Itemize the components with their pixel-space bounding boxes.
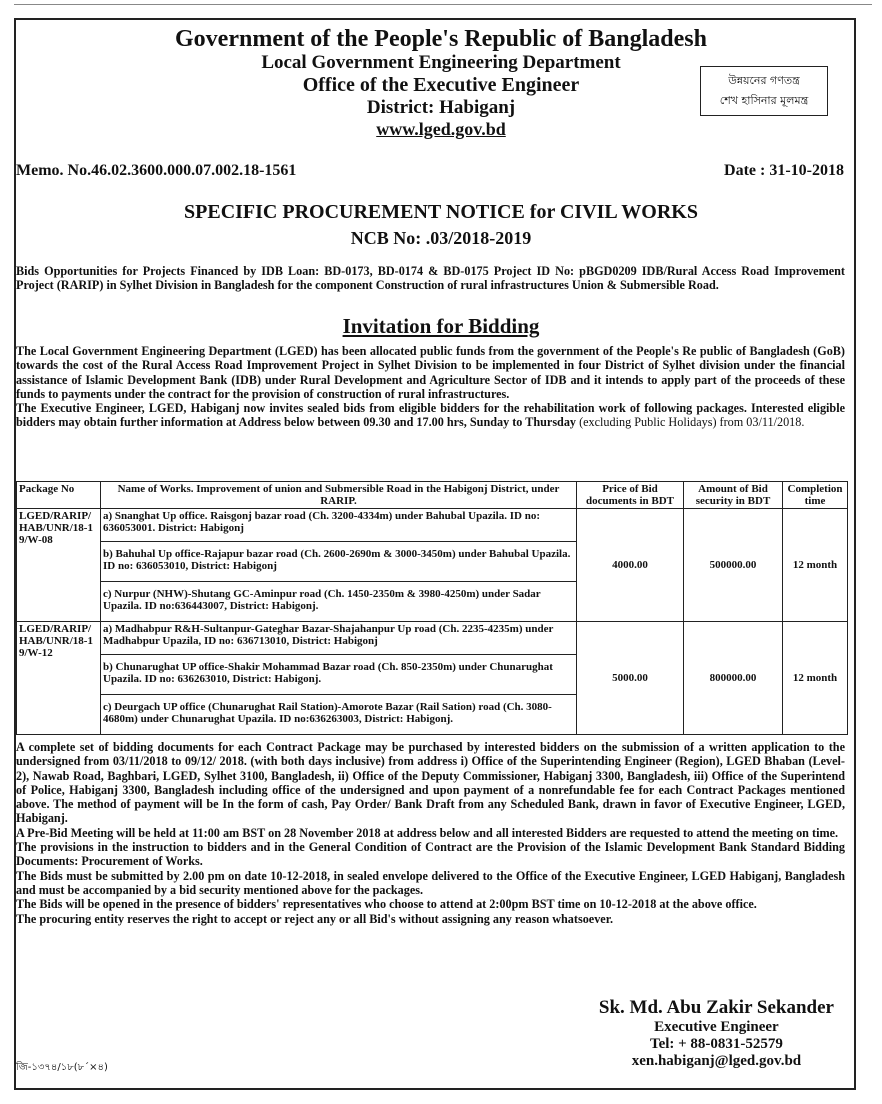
signatory-name: Sk. Md. Abu Zakir Sekander [598, 997, 834, 1018]
paragraph-bidding-documents: A complete set of bidding documents for each Contract Package may be purchased by interested bidders on the submission of a written application to the undersigned from 03/11/2018 to 09/12/ 2018. (with both days inclusive) from address i) Office of the Superintending Engineer (Region), LGED Bhaban (Level-2), Nawab Road, Baghbari, LGED, Sylhet 3100, Bangladesh, ii) Office of the Deputy Commissioner, Habiganj 3300, Bangladesh, iii) Office of the Superintend of Police, Habiganj 3300, Bangladesh including office of the undersigned and upon payment of a nonrefundable fee for each Contract Packages mentioned above. The method of payment will be In the form of cash, Pay Order/ Bank Draft from any Scheduled Bank, drawn in favor of Executive Engineer, LGED, Habiganj. [16, 740, 845, 826]
header-package-no: Package No [17, 482, 101, 509]
table-row [17, 622, 848, 655]
table-header-row [17, 482, 848, 509]
work-cell: a) Snanghat Up office. Raisgonj bazar road (Ch. 3200-4334m) under Bahubal Upazila. ID no: 636053001. District: Habigonj [101, 509, 577, 542]
work-cell: b) Chunarughat UP office-Shakir Mohammad Bazar road (Ch. 850-2350m) under Chunarughat Upazila. ID no: 636263010, District: Habigonj. [101, 655, 577, 695]
slogan-line-2: শেখ হাসিনার মূলমন্ত্র [719, 94, 809, 107]
ifb-heading: Invitation for Bidding [342, 314, 540, 338]
header-government: Government of the People's Republic of Bangladesh [175, 26, 707, 52]
header-price: Price of Bid documents in BDT [577, 482, 684, 509]
ifb-paragraph-2 [16, 401, 845, 430]
completion-cell: 12 month [783, 509, 848, 622]
top-cropped-strip [14, 0, 872, 5]
signature-block [599, 997, 834, 1070]
package-no-cell: LGED/RARIP/HAB/UNR/18-19/W-12 [17, 622, 101, 735]
reference-number: জি-১৩৭৪/১৮(৮´×৪) [16, 1062, 108, 1073]
paragraph-pre-bid-meeting: A Pre-Bid Meeting will be held at 11:00 am BST on 28 November 2018 at address below and all interested Bidders are requested to attend the meeting on time. [16, 825, 839, 840]
notice-title: SPECIFIC PROCUREMENT NOTICE for CIVIL WORKS [184, 201, 698, 223]
header-district: District: Habiganj [366, 97, 516, 118]
slogan-box [700, 66, 828, 116]
paragraph-submission: The Bids must be submitted by 2.00 pm on date 10-12-2018, in sealed envelope delivered to the Office of the Executive Engineer, LGED Habiganj, Bangladesh and must be accompanied by a bid security mentioned above for the packages. [16, 868, 845, 897]
ifb-paragraph-1: The Local Government Engineering Department (LGED) has been allocated public funds from the government of the People's Re public of Bangladesh (GoB) towards the cost of the Rural Access Road Improvement Project in Sylhet Division to be implemented in four District of Sylhet division under the financial assistance of Islamic Development Bank (IDB) under Rural Development and Agriculture Sector of IDB and it intends to apply part of the proceeds of these funds to payments under the contract for the provision of construction of rural infrastructures. [16, 344, 845, 401]
ncb-number: NCB No: .03/2018-2019 [350, 228, 532, 248]
header-website-link[interactable]: www.lged.gov.bd [376, 119, 506, 139]
price-cell: 5000.00 [577, 622, 684, 735]
header-name-of-works: Name of Works. Improvement of union and Submersible Road in the Habigonj District, under RARIP. [101, 482, 577, 509]
ifb-paragraph-2-bold: The Executive Engineer, LGED, Habiganj now invites sealed bids from eligible bidders for the rehabilitation work of following packages. Interested eligible bidders may obtain further information at Address below between 09.30 and 17.00 hrs, Sunday to Thursday [16, 401, 845, 430]
security-cell: 500000.00 [684, 509, 783, 622]
packages-table [16, 481, 848, 735]
signatory-tel: Tel: + 88-0831-52579 [649, 1036, 783, 1052]
work-cell: a) Madhabpur R&H-Sultanpur-Gateghar Bazar-Shajahanpur Up road (Ch. 2235-4235m) under Madhabpur Upazila, ID no: 636713010, District: Habigonj [101, 622, 577, 655]
slogan-line-1: উন্নয়নের গণতন্ত্র [728, 74, 800, 87]
table-row [17, 509, 848, 542]
security-cell: 800000.00 [684, 622, 783, 735]
completion-cell: 12 month [783, 622, 848, 735]
ifb-paragraphs [16, 344, 845, 430]
header-security: Amount of Bid security in BDT [684, 482, 783, 509]
memo-number: Memo. No.46.02.3600.000.07.002.18-1561 [16, 162, 297, 179]
intro-paragraph: Bids Opportunities for Projects Financed by IDB Loan: BD-0173, BD-0174 & BD-0175 Project ID No: pBGD0209 IDB/Rural Access Road Improvement Project (RARIP) in Sylhet Division in Bangladesh for the component Construction of rural infrastructures Union & Submersible Road. [16, 264, 845, 293]
signatory-email[interactable]: xen.habiganj@lged.gov.bd [631, 1053, 802, 1069]
work-cell: c) Deurgach UP office (Chunarughat Rail Station)-Amorote Bazar (Rail Sation) road (Ch. 3080-4680m) under Chunarughat Upazila. ID no:636263003, District: Habigonj. [101, 695, 577, 735]
paragraph-provisions: The provisions in the instruction to bidders and in the General Condition of Contract are the Provision of the Islamic Development Bank Standard Bidding Documents: Procurement of Works. [16, 840, 845, 869]
ifb-paragraph-2-normal: (excluding Public Holidays) from 03/11/2018. [576, 415, 805, 430]
notice-date: Date : 31-10-2018 [724, 162, 844, 179]
work-cell: b) Bahuhal Up office-Rajapur bazar road (Ch. 2600-2690m & 3000-3450m) under Bahubal Upazila. ID no: 636053010, District: Habigonj [101, 542, 577, 582]
header-office: Office of the Executive Engineer [302, 74, 580, 96]
paragraph-opening: The Bids will be opened in the presence of bidders' representatives who choose to attend at 2:00pm BST time on 10-12-2018 at the above office. [16, 897, 757, 912]
price-cell: 4000.00 [577, 509, 684, 622]
paragraph-rights: The procuring entity reserves the right to accept or reject any or all Bid's without assigning any reason whatsoever. [16, 911, 614, 926]
work-cell: c) Nurpur (NHW)-Shutang GC-Aminpur road (Ch. 1450-2350m & 3980-4250m) under Sadar Upazila. ID no:636443007, District: Habigonj. [101, 582, 577, 622]
signatory-title: Executive Engineer [654, 1019, 779, 1035]
header-department: Local Government Engineering Department [261, 52, 621, 73]
package-no-cell: LGED/RARIP/HAB/UNR/18-19/W-08 [17, 509, 101, 622]
header-completion: Completion time [783, 482, 848, 509]
body-paragraphs [16, 740, 845, 926]
